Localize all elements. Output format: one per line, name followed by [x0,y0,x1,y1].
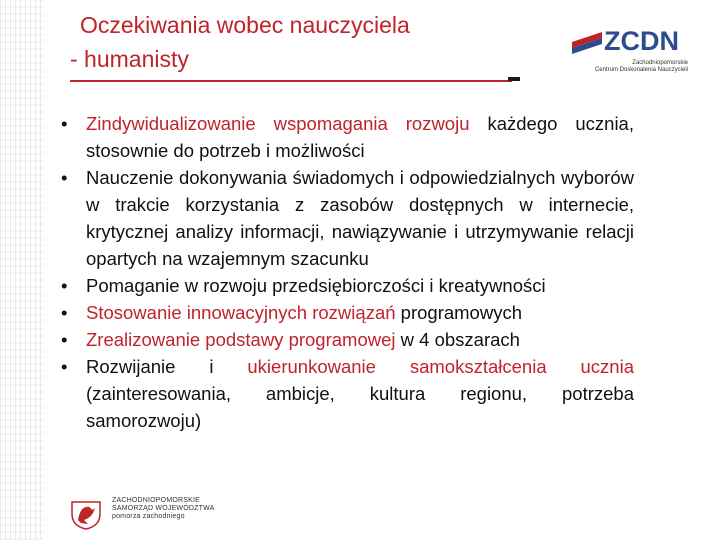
footer-logo-text [112,497,215,521]
bullet-highlight-text: Zrealizowanie podstawy programowej [86,329,396,350]
bullet-text: programowych [395,302,522,323]
slide-title [70,8,410,76]
bullet-item [86,272,634,299]
title-underline-end [508,77,520,81]
decorative-margin-strip [0,0,44,540]
zcdn-logo-text: ZCDN [604,26,679,56]
bullet-text: każdego ucznia, stosownie do potrzeb i możliwości [86,113,634,161]
bullet-item [86,110,634,164]
bullet-text: (zainteresowania, ambicje, kultura regionu, potrzeba samorozwoju) [86,383,634,431]
bullet-text: Rozwijanie i [86,356,248,377]
bullet-list [86,110,634,434]
zcdn-logo-subtitle-line-1: Zachodniopomorskie [632,60,688,66]
zcdn-logo [572,28,690,76]
bullet-item [86,299,634,326]
footer-logo [68,494,218,534]
title-underline [70,80,512,82]
griffin-crest-icon [68,498,104,530]
zcdn-logo-subtitle [576,60,688,74]
slide-title-line-2: - humanisty [70,46,189,72]
bullet-highlight-text: Zindywidualizowanie wspomagania rozwoju [86,113,470,134]
bullet-item [86,326,634,353]
zcdn-logo-mark-icon [572,32,602,58]
footer-logo-line-3: pomorza zachodniego [112,513,185,520]
bullet-text: Nauczenie dokonywania świadomych i odpowiedzialnych wyborów w trakcie korzystania z zasobów dostępnych w internecie, krytycznej analizy informacji, nawiązywanie i utrzymywanie relacji opartych na wzajemnym szacunku [86,167,634,269]
bullet-text: w 4 obszarach [395,329,520,350]
footer-logo-line-2: SAMORZĄD WOJEWÓDZTWA [112,505,215,512]
zcdn-logo-subtitle-line-2: Centrum Doskonalenia Nauczycieli [594,67,688,73]
bullet-text: Pomaganie w rozwoju przedsiębiorczości i kreatywności [86,275,546,296]
bullet-item [86,353,634,434]
bullet-highlight-text: ukierunkowanie samokształcenia ucznia [247,356,634,377]
footer-logo-line-1: ZACHODNIOPOMORSKIE [112,497,200,504]
bullet-item [86,164,634,272]
bullet-highlight-text: Stosowanie innowacyjnych rozwiązań [86,302,396,323]
bullet-content [86,110,634,434]
slide-title-line-1: Oczekiwania wobec nauczyciela [80,12,410,38]
